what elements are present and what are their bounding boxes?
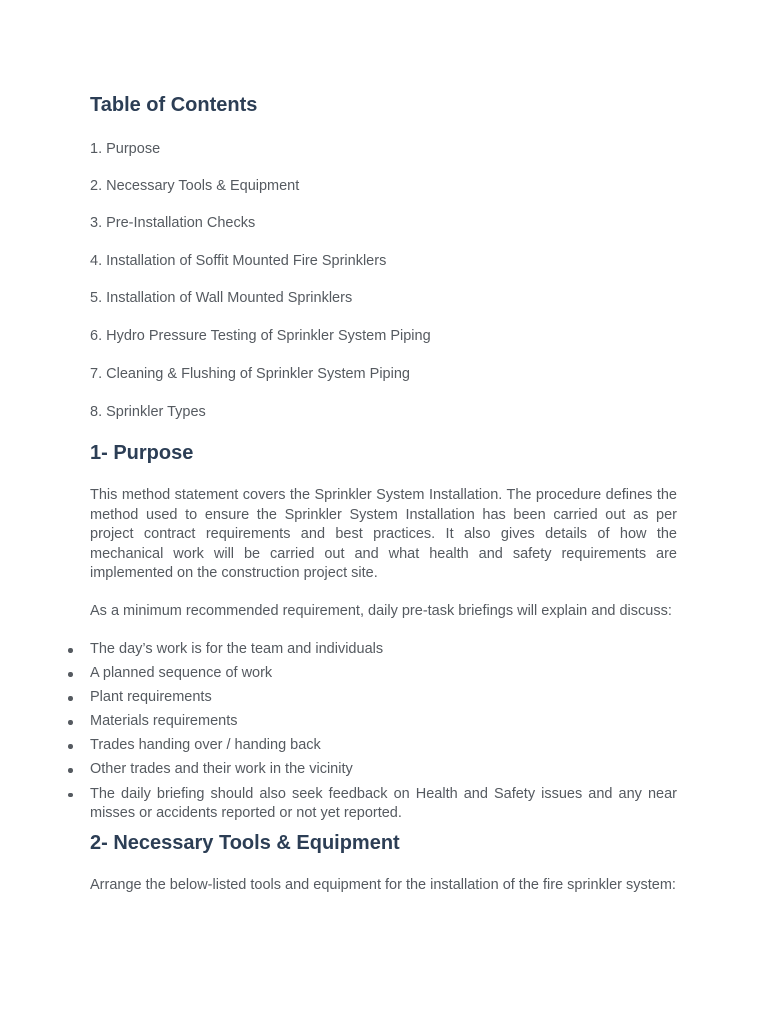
list-item: The day’s work is for the team and individuals: [90, 640, 677, 660]
toc-item-cleaning-flushing[interactable]: 7. Cleaning & Flushing of Sprinkler System Piping: [90, 366, 410, 382]
toc-item-soffit-sprinklers[interactable]: 4. Installation of Soffit Mounted Fire Sprinklers: [90, 253, 387, 269]
toc-item-tools-equipment[interactable]: 2. Necessary Tools & Equipment: [90, 178, 300, 194]
tools-heading: 2- Necessary Tools & Equipment: [90, 832, 400, 854]
toc-title: Table of Contents: [90, 94, 258, 116]
toc-item-purpose[interactable]: 1. Purpose: [90, 141, 161, 157]
list-item: A planned sequence of work: [90, 664, 677, 684]
purpose-heading: 1- Purpose: [90, 442, 194, 464]
briefing-intro-paragraph: As a minimum recommended requirement, daily pre-task briefings will explain and discuss:: [90, 603, 672, 619]
list-item: Materials requirements: [90, 712, 677, 732]
toc-item-hydro-testing[interactable]: 6. Hydro Pressure Testing of Sprinkler System Piping: [90, 328, 431, 344]
list-item: Other trades and their work in the vicinity: [90, 760, 677, 780]
list-item: Trades handing over / handing back: [90, 736, 677, 756]
list-item: Plant requirements: [90, 688, 677, 708]
list-item: The daily briefing should also seek feedback on Health and Safety issues and any near misses or accidents reported or not yet reported.: [90, 785, 677, 824]
toc-item-wall-sprinklers[interactable]: 5. Installation of Wall Mounted Sprinklers: [90, 290, 353, 306]
briefing-list: [90, 640, 677, 828]
toc-item-sprinkler-types[interactable]: 8. Sprinkler Types: [90, 404, 206, 420]
purpose-paragraph: This method statement covers the Sprinkler System Installation. The procedure defines the method used to ensure the Sprinkler System Installation has been carried out as per project contract requirements and best practices. It also gives details of how the mechanical work will be carried out and what health and safety requirements are implemented on the construction project site.: [90, 487, 677, 582]
toc-item-pre-installation-checks[interactable]: 3. Pre-Installation Checks: [90, 215, 256, 231]
tools-paragraph: Arrange the below-listed tools and equipment for the installation of the fire sprinkler system:: [90, 877, 676, 893]
